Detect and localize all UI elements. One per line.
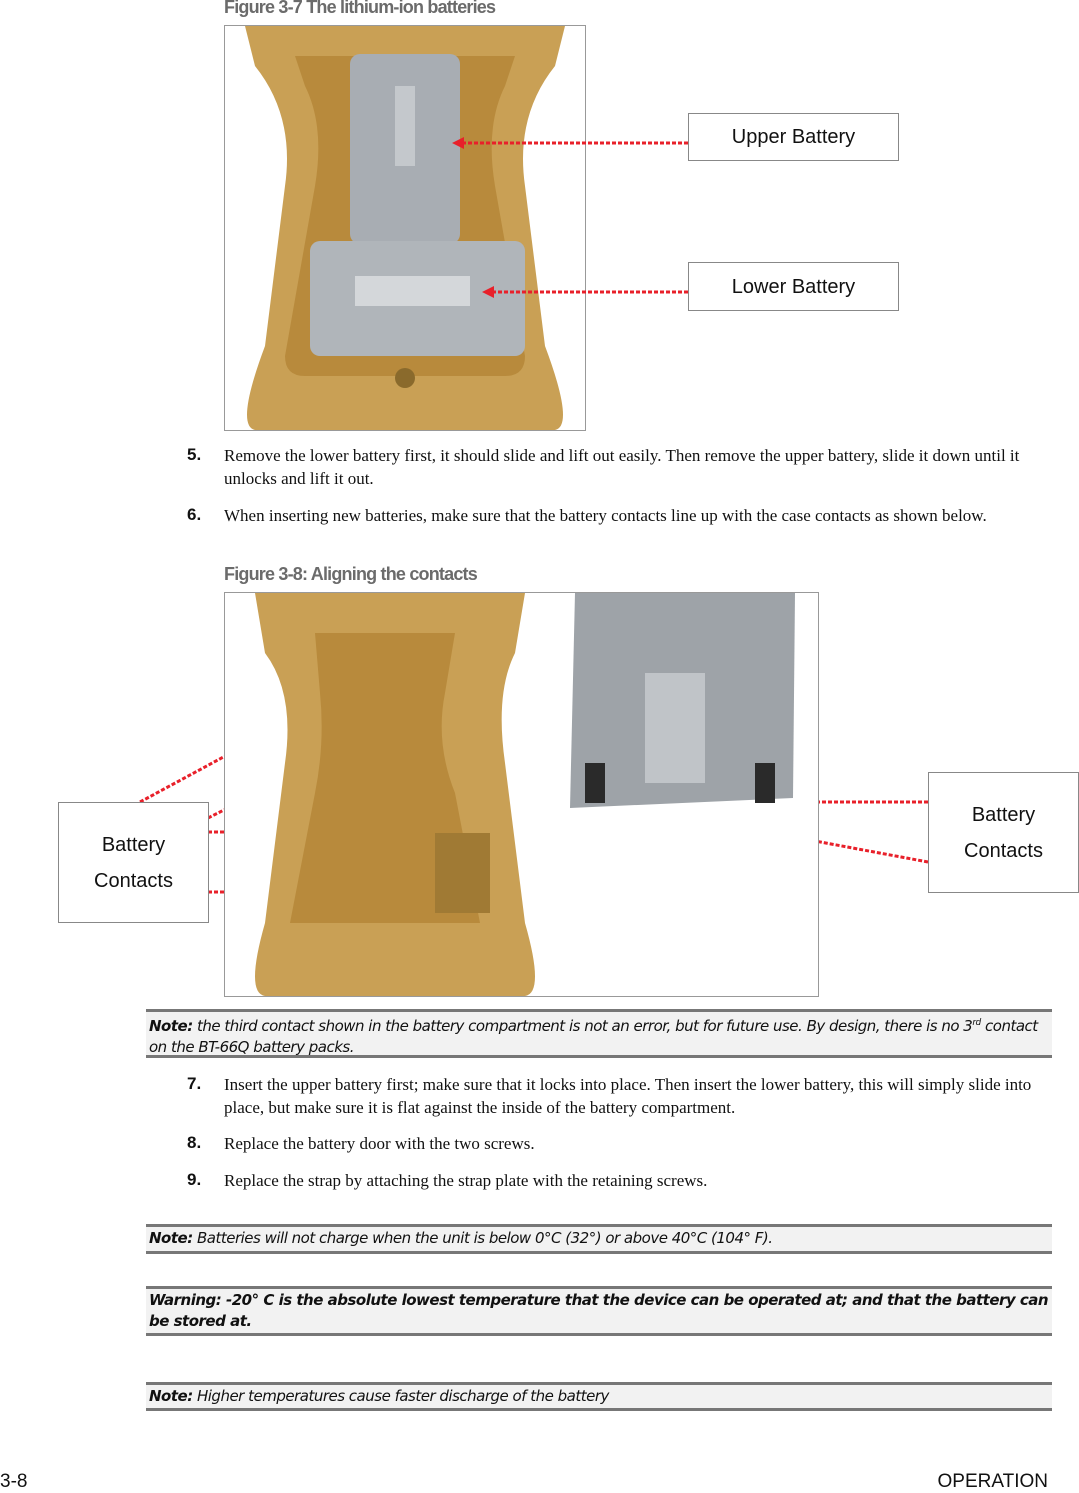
- note-prefix: Note:: [149, 1229, 193, 1247]
- battery-contacts-label-left: [58, 802, 209, 923]
- step-text: Remove the lower battery first, it should slide and lift out easily. Then remove the upper battery, slide it down until it unlocks and lift it out.: [224, 446, 1020, 488]
- step-text: Replace the battery door with the two screws.: [224, 1134, 535, 1153]
- warning-text: -20° C is the absolute lowest temperature that the device can be operated at; and that the battery can be stored at.: [149, 1291, 1049, 1330]
- contacts-alignment-photo: [224, 592, 819, 997]
- note-text: the third contact shown in the battery compartment is not an error, but for future use. By design, there is no 3: [192, 1017, 973, 1035]
- step-number: 8.: [187, 1133, 202, 1152]
- label-line: Battery: [971, 803, 1036, 826]
- upper-battery-label: Upper Battery: [688, 113, 899, 161]
- note-prefix: Note:: [149, 1387, 193, 1405]
- note-sup: rd: [972, 1018, 981, 1028]
- note-discharge: [146, 1382, 1052, 1411]
- note-third-contact: [146, 1009, 1052, 1058]
- warning-temperature: [146, 1286, 1052, 1336]
- note-text: Batteries will not charge when the unit is below 0°C (32°) or above 40°C (104° F).: [192, 1229, 773, 1247]
- step-number: 7.: [187, 1074, 202, 1093]
- note-text: Higher temperatures cause faster discharge of the battery: [192, 1387, 609, 1405]
- step-text: Insert the upper battery first; make sure that it locks into place. Then insert the lower battery, this will simply slide into place, but make sure it is flat against the inside of the battery compartment.: [224, 1075, 1032, 1117]
- note-prefix: Note:: [149, 1017, 193, 1035]
- lower-battery-label: Lower Battery: [688, 262, 899, 311]
- note-charging: [146, 1224, 1052, 1254]
- note-text: contact on the BT-66Q battery packs.: [149, 1017, 1038, 1056]
- step-number: 5.: [187, 445, 202, 464]
- figure-caption: Figure 3-7 The lithium-ion batteries: [224, 0, 496, 17]
- step-text: Replace the strap by attaching the strap plate with the retaining screws.: [224, 1171, 708, 1190]
- battery-contacts-label-right: [928, 772, 1079, 893]
- step-text: When inserting new batteries, make sure that the battery contacts line up with the case contacts as shown below.: [224, 506, 987, 525]
- step-number: 9.: [187, 1170, 202, 1189]
- label-line: Battery: [101, 833, 166, 856]
- page-number: 3-8: [0, 1471, 28, 1492]
- step-number: 6.: [187, 505, 202, 524]
- section-name: OPERATION: [937, 1471, 1048, 1492]
- label-line: Contacts: [94, 869, 173, 892]
- figure-caption: Figure 3-8: Aligning the contacts: [224, 564, 477, 584]
- warning-prefix: Warning:: [149, 1291, 222, 1309]
- label-line: Contacts: [964, 839, 1043, 862]
